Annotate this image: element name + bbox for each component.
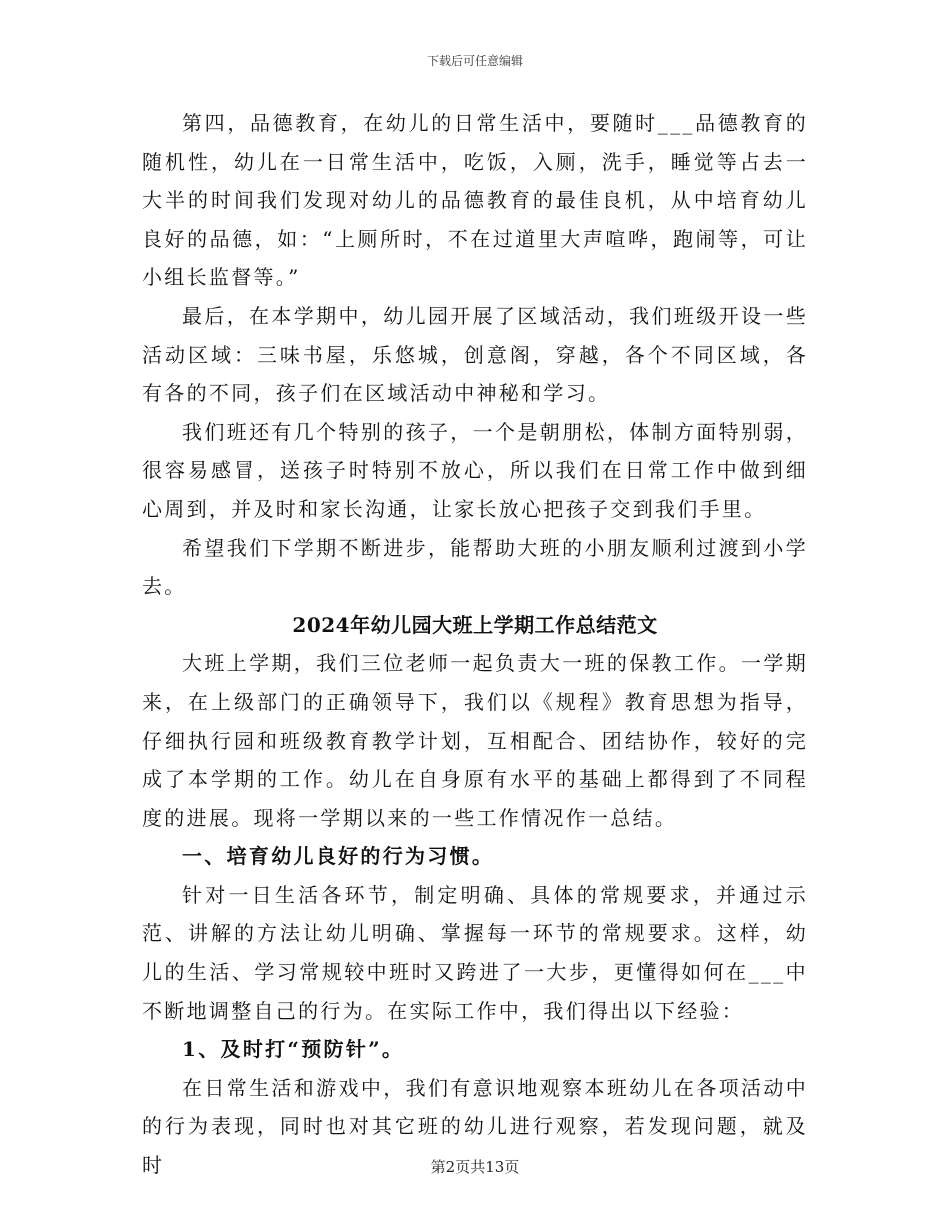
paragraph-routine-requirements: 针对一日生活各环节，制定明确、具体的常规要求，并通过示范、讲解的方法让幼儿明确、掌握每一环节的常规要求。这样，幼儿的生活、学习常规较中班时又跨进了一大步，更懂得如何在___中不断地调整自己的行为。在实际工作中，我们得出以下经验：: [142, 882, 808, 1023]
paragraph-intro: 大班上学期，我们三位老师一起负责大一班的保教工作。一学期来，在上级部门的正确领导下，我们以《规程》教育思想为指导，仔细执行园和班级教育教学计划，互相配合、团结协作，较好的完成了本学期的工作。幼儿在自身原有水平的基础上都得到了不同程度的进展。现将一学期以来的一些工作情况作一总结。: [142, 651, 808, 830]
paragraph-area-activities: 最后，在本学期中，幼儿园开展了区域活动，我们班级开设一些活动区域：三味书屋，乐悠城，创意阁，穿越，各个不同区域，各有各的不同，孩子们在区域活动中神秘和学习。: [142, 303, 808, 406]
page-header: 下载后可任意编辑: [426, 54, 523, 68]
paragraph-moral-education: 第四，品德教育，在幼儿的日常生活中，要随时___品德教育的随机性，幼儿在一日常生活中，吃饭，入厕，洗手，睡觉等占去一大半的时间我们发现对幼儿的品德教育的最佳良机，从中培育幼儿良好的品德，如：“上厕所时，不在过道里大声喧哗，跑闹等，可让小组长监督等。”: [142, 111, 808, 290]
paragraph-hope: 希望我们下学期不断进步，能帮助大班的小朋友顺利过渡到小学去。: [142, 535, 808, 599]
document-body: [142, 104, 808, 1185]
heading-behavior-habits: 一、培育幼儿良好的行为习惯。: [182, 844, 495, 869]
page-number: 第2页共13页: [430, 1158, 520, 1176]
paragraph-observation: 在日常生活和游戏中，我们有意识地观察本班幼儿在各项活动中的行为表现，同时也对其它班的幼儿进行观察，若发现问题，就及时: [142, 1075, 808, 1178]
paragraph-special-children: 我们班还有几个特别的孩子，一个是朝朋松，体制方面特别弱，很容易感冒，送孩子时特别不放心，所以我们在日常工作中做到细心周到，并及时和家长沟通，让家长放心把孩子交到我们手里。: [142, 419, 808, 521]
heading-prevention: 1、及时打“预防针”。: [182, 1037, 405, 1062]
section-title: 2024年幼儿园大班上学期工作总结范文: [292, 612, 658, 637]
